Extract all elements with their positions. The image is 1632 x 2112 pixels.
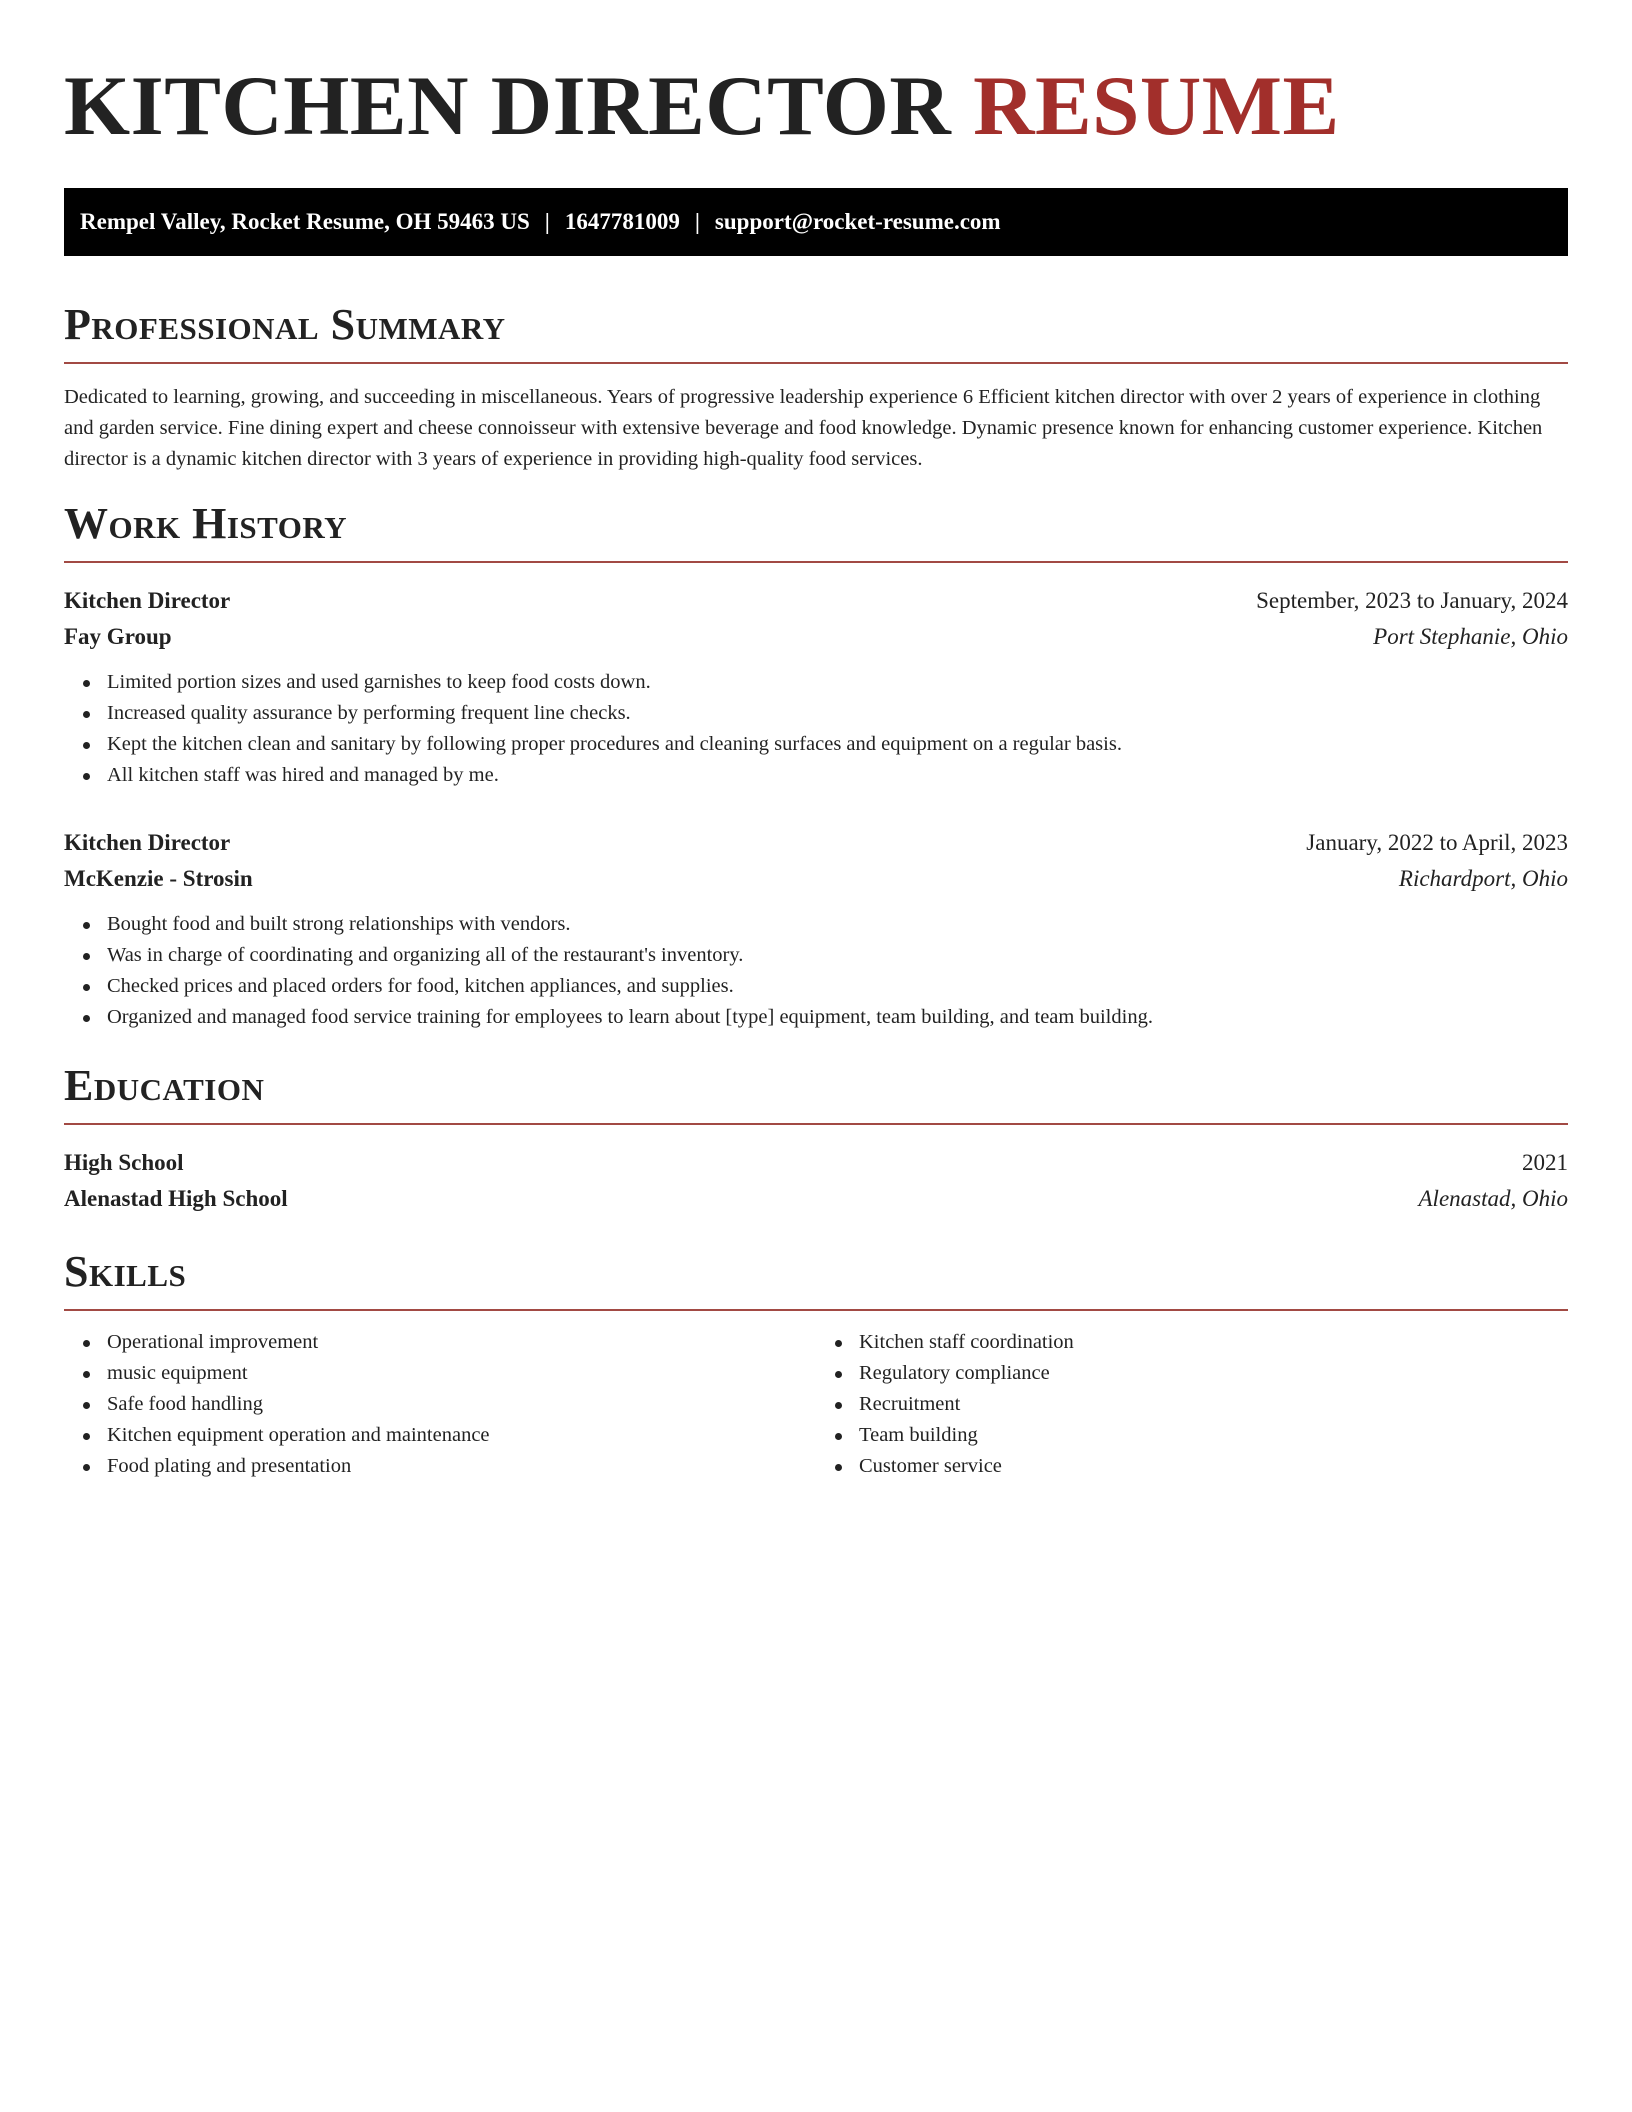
professional-summary-section bbox=[64, 300, 1568, 475]
list-item: Recruitment bbox=[859, 1389, 1568, 1420]
list-item: Checked prices and placed orders for food, kitchen appliances, and supplies. bbox=[107, 971, 1568, 1002]
list-item: Was in charge of coordinating and organizing all of the restaurant's inventory. bbox=[107, 940, 1568, 971]
section-divider bbox=[64, 561, 1568, 563]
skills-section bbox=[64, 1247, 1568, 1482]
contact-bar bbox=[64, 188, 1568, 256]
section-divider bbox=[64, 362, 1568, 364]
title-accent: RESUME bbox=[973, 59, 1340, 153]
list-item: Bought food and built strong relationships with vendors. bbox=[107, 909, 1568, 940]
list-item: Customer service bbox=[859, 1451, 1568, 1482]
job-entry bbox=[64, 583, 1568, 791]
education-degree: High School bbox=[64, 1150, 184, 1175]
contact-phone: 1647781009 bbox=[564, 209, 680, 234]
list-item: Limited portion sizes and used garnishes to keep food costs down. bbox=[107, 667, 1568, 698]
contact-address: Rempel Valley, Rocket Resume, OH 59463 US bbox=[80, 209, 530, 234]
job-dates: January, 2022 to April, 2023 bbox=[1306, 830, 1568, 855]
contact-separator: | bbox=[694, 209, 700, 234]
job-title: Kitchen Director bbox=[64, 830, 231, 855]
skills-columns bbox=[64, 1327, 1568, 1482]
education-school: Alenastad High School bbox=[64, 1186, 288, 1211]
list-item: Food plating and presentation bbox=[107, 1451, 816, 1482]
section-heading: Work History bbox=[64, 499, 348, 548]
section-heading: Professional Summary bbox=[64, 300, 506, 349]
list-item: Operational improvement bbox=[107, 1327, 816, 1358]
summary-text: Dedicated to learning, growing, and succeeding in miscellaneous. Years of progressive leadership experience 6 Efficient kitchen director with over 2 years of experience in clothing and garden service. Fine dining expert and cheese connoisseur with extensive beverage and food knowledge. Dynamic presence known for enhancing customer experience. Kitchen director is a dynamic kitchen director with 3 years of experience in providing high-quality food services. bbox=[64, 386, 1543, 470]
title-main: KITCHEN DIRECTOR bbox=[64, 59, 952, 153]
education-entry bbox=[64, 1145, 1568, 1217]
job-entry bbox=[64, 825, 1568, 1033]
contact-separator: | bbox=[544, 209, 550, 234]
work-history-section bbox=[64, 499, 1568, 1033]
job-title: Kitchen Director bbox=[64, 588, 231, 613]
list-item: All kitchen staff was hired and managed by me. bbox=[107, 760, 1568, 791]
list-item: Kitchen staff coordination bbox=[859, 1327, 1568, 1358]
job-company: Fay Group bbox=[64, 624, 172, 649]
list-item: Kitchen equipment operation and maintenance bbox=[107, 1420, 816, 1451]
skills-list-left bbox=[64, 1327, 816, 1482]
job-bullets bbox=[64, 667, 1568, 791]
job-bullets bbox=[64, 909, 1568, 1033]
job-company: McKenzie - Strosin bbox=[64, 866, 253, 891]
contact-email: support@rocket-resume.com bbox=[714, 209, 1001, 234]
section-divider bbox=[64, 1123, 1568, 1125]
job-location: Port Stephanie, Ohio bbox=[1373, 624, 1568, 649]
skills-list-right bbox=[816, 1327, 1568, 1482]
list-item: Kept the kitchen clean and sanitary by following proper procedures and cleaning surfaces and equipment on a regular basis. bbox=[107, 729, 1568, 760]
section-heading: Education bbox=[64, 1061, 265, 1110]
education-section bbox=[64, 1061, 1568, 1217]
job-dates: September, 2023 to January, 2024 bbox=[1256, 588, 1568, 613]
section-divider bbox=[64, 1309, 1568, 1311]
education-location: Alenastad, Ohio bbox=[1418, 1186, 1568, 1211]
list-item: Regulatory compliance bbox=[859, 1358, 1568, 1389]
list-item: Safe food handling bbox=[107, 1389, 816, 1420]
list-item: Team building bbox=[859, 1420, 1568, 1451]
list-item: Organized and managed food service training for employees to learn about [type] equipment, team building, and team building. bbox=[107, 1002, 1568, 1033]
section-heading: Skills bbox=[64, 1247, 187, 1296]
list-item: music equipment bbox=[107, 1358, 816, 1389]
job-location: Richardport, Ohio bbox=[1398, 866, 1568, 891]
education-year: 2021 bbox=[1522, 1150, 1568, 1175]
resume-title bbox=[64, 58, 1568, 154]
list-item: Increased quality assurance by performing frequent line checks. bbox=[107, 698, 1568, 729]
